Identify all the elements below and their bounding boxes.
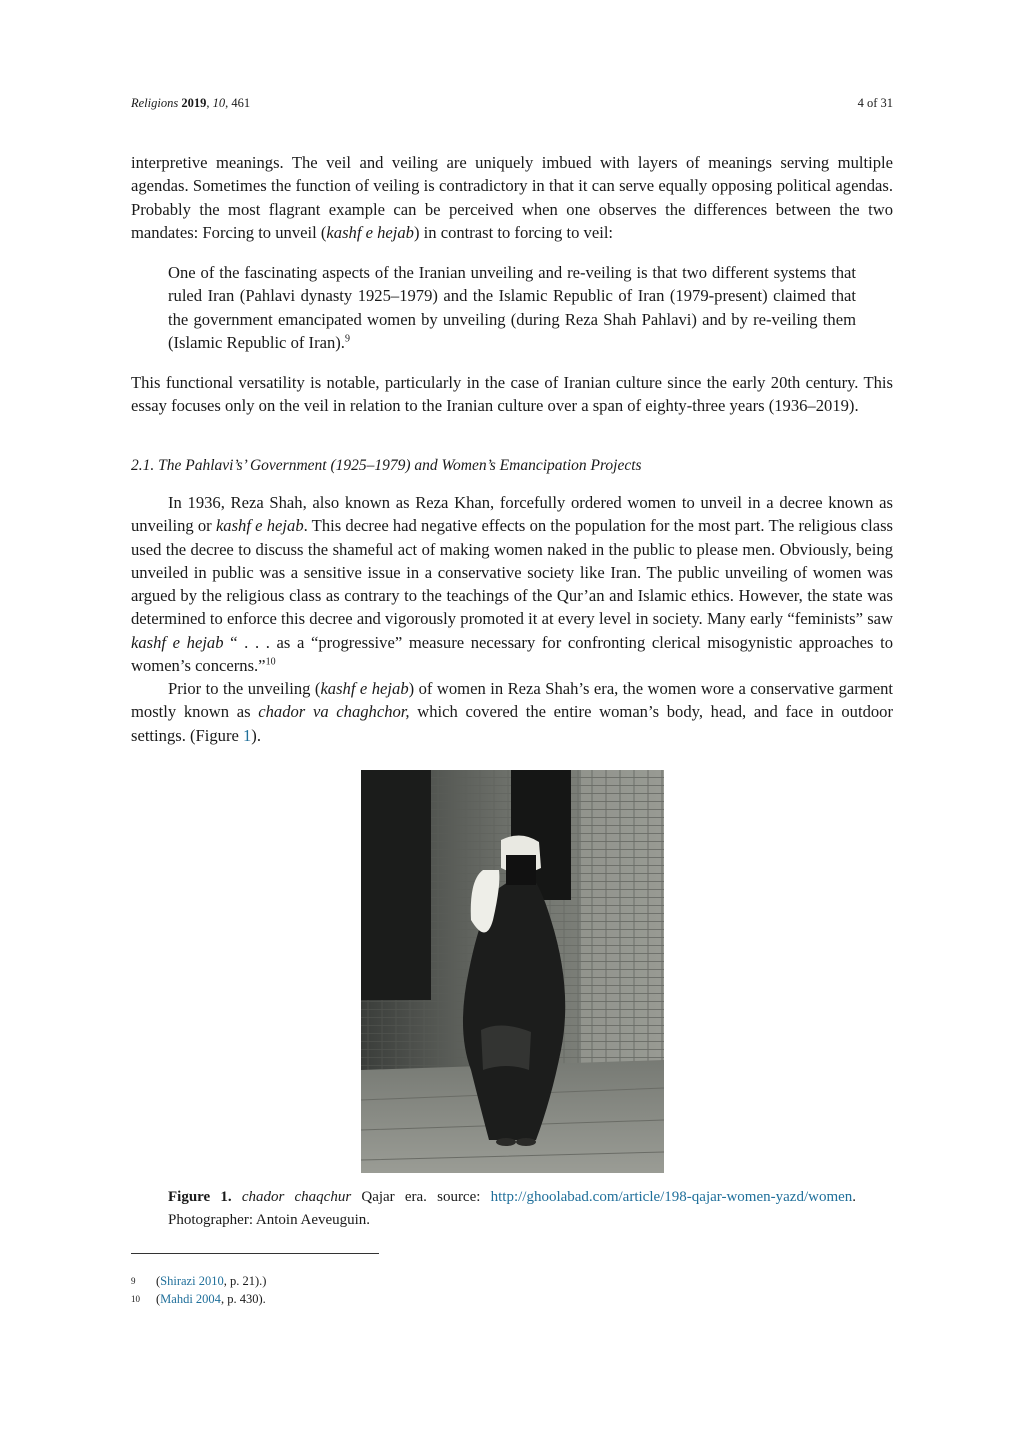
p1-text: interpretive meanings. The veil and veiling are uniquely imbued with layers of meanings serving multiple agendas. Sometimes the function of veiling is contradictory in that it can serve equally opposing political agendas. Probably the most flagrant example can be perceived when one observes the differences between the two mandates: Forcing to unveil ( [131,153,893,242]
p3-text-a: In 1936, Reza Shah, also known as Reza Khan, forcefully ordered women to unveil in a decree known as unveiling or [131,493,893,536]
figure-photo [361,770,664,1173]
p2-text: This functional versatility is notable, particularly in the case of Iranian culture since the early 20th century. This essay focuses only on the veil in relation to the Iranian culture over a span of eighty-three years (1936–2019). [131,373,893,416]
footnote-citation-link[interactable]: Shirazi 2010 [160,1274,224,1288]
page-number: 4 of 31 [857,96,893,110]
footnote-10 [131,1291,266,1307]
footnote-number: 10 [131,1294,140,1304]
section-heading: 2.1. The Pahlavi’s’ Government (1925–1979) and Women’s Emancipation Projects [131,457,642,474]
running-header [131,96,893,111]
citation-line: Religions 2019, 10, 461 [131,96,251,110]
p4-text-b: ) of women in Reza Shah’s era, the women wore a conservative garment mostly known as [131,679,893,722]
figure-label: Figure 1. [168,1189,232,1205]
p3-term-1: kashf e hejab [215,516,304,536]
footnote-rest: , p. 430). [220,1292,266,1306]
figure-source-link[interactable]: http://ghoolabad.com/article/198-qajar-women-yazd/women [490,1189,853,1205]
figure-caption-text: Qajar era. source: [351,1189,491,1205]
p3-text-c: “ . . . as a “progressive” measure necessary for confronting clerical misogynistic approaches to women’s concerns.” [131,632,893,676]
veiled-woman-photo [361,770,664,1173]
footnote-open: ( [156,1274,161,1288]
footnote-open: ( [156,1292,161,1306]
journal-name: Religions [131,96,179,110]
paragraph-chador [131,677,893,747]
footnote-ref-10[interactable]: 10 [265,656,276,668]
quote-text: One of the fascinating aspects of the Iranian unveiling and re-veiling is that two different systems that ruled Iran (Pahlavi dynasty 1925–1979) and the Islamic Republic of Iran (1979-present) claimed that the government emancipated women by unveiling (during Reza Shah Pahlavi) and by re-veiling them (Islamic Republic of Iran). [168,263,856,352]
footnote-divider [131,1253,379,1254]
p1-term: kashf e hejab [326,222,414,242]
footnote-ref-9[interactable]: 9 [344,333,350,345]
journal-volume: 10 [212,96,226,110]
footnote-rest: , p. 21).) [223,1274,267,1288]
p4-text-a: Prior to the unveiling ( [168,679,321,698]
article-number: 461 [231,96,251,110]
p4-term-1: kashf e hejab [320,679,409,698]
footnote-number: 9 [131,1276,136,1286]
p4-text-d: ). [251,725,261,745]
footnote-9 [131,1273,266,1289]
p4-term-2: chador va chaghchor, [258,702,410,722]
footnote-citation-link[interactable]: Mahdi 2004 [160,1292,221,1306]
p1-end: ) in contrast to forcing to veil: [413,222,614,242]
p3-text-b: . This decree had negative effects on the population for the most part. The religious class used the decree to discuss the shameful act of making women naked in the public to please men. Obviously, being unveiled in public was a sensitive issue in a conservative society like Iran. The public unveiling of women was argued by the religious class as contrary to the teachings of the Qur’an and Islamic ethics. However, the state was determined to enforce this decree and vigorously promoted it at every level in society. Many early “feminists” saw [131,516,893,629]
p4-text-c: which covered the entire woman’s body, head, and face in outdoor settings. (Figure [131,702,894,745]
journal-year: 2019 [181,96,207,110]
figure-caption [168,1186,856,1231]
paragraph-decree [131,491,893,677]
figure-term: chador chaqchur [241,1189,352,1205]
p3-term-2: kashf e hejab [131,632,224,652]
paragraph-versatility [131,371,893,418]
paragraph-intro [131,151,893,244]
block-quote [168,261,856,354]
figure-ref-link[interactable]: 1 [243,725,252,745]
figure-caption-end: . Photographer: Antoin Aeveuguin. [168,1189,857,1228]
